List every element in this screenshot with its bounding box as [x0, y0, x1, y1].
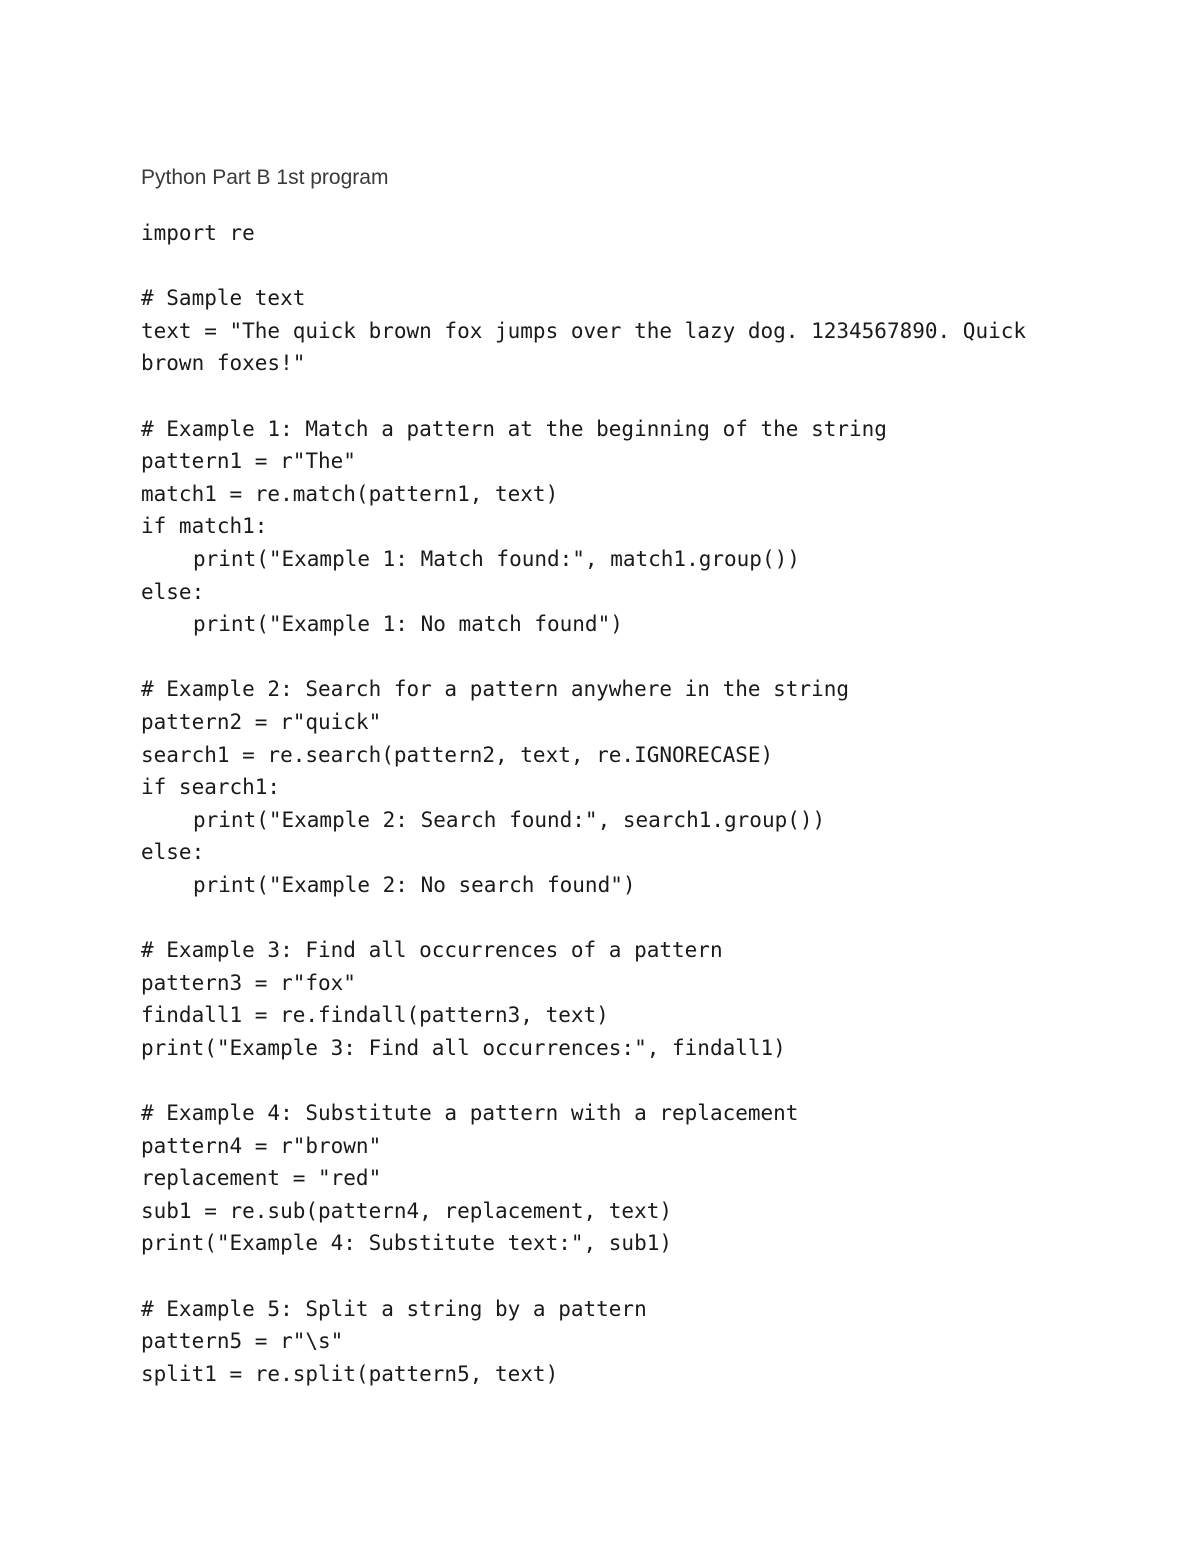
code-line: [141, 1260, 1141, 1293]
code-line: print("Example 4: Substitute text:", sub1): [141, 1231, 673, 1256]
code-line: [141, 250, 1141, 283]
code-line: findall1 = re.findall(pattern3, text): [141, 1003, 609, 1028]
code-line: [141, 380, 1141, 413]
code-line: # Example 2: Search for a pattern anywhere in the string: [141, 677, 850, 702]
code-line: if match1:: [141, 514, 268, 539]
code-line: [141, 641, 1141, 674]
code-line: print("Example 1: No match found"): [193, 612, 623, 637]
document-title: Python Part B 1st program: [141, 166, 389, 189]
code-line: print("Example 2: No search found"): [193, 872, 636, 897]
code-line: # Example 4: Substitute a pattern with a replacement: [141, 1101, 799, 1126]
code-line: pattern1 = r"The": [141, 449, 356, 474]
code-line: print("Example 1: Match found:", match1.group()): [193, 546, 800, 571]
code-line: print("Example 2: Search found:", search1.group()): [193, 807, 826, 832]
code-line: match1 = re.match(pattern1, text): [141, 481, 559, 506]
code-line: sub1 = re.sub(pattern4, replacement, text): [141, 1198, 673, 1223]
code-line: [141, 1064, 1141, 1097]
code-line: pattern4 = r"brown": [141, 1133, 382, 1158]
code-line: # Example 3: Find all occurrences of a pattern: [141, 938, 723, 963]
code-line: text = "The quick brown fox jumps over the lazy dog. 1234567890. Quick: [141, 318, 1027, 343]
code-line: replacement = "red": [141, 1166, 382, 1191]
code-line: # Example 1: Match a pattern at the beginning of the string: [141, 416, 887, 441]
code-line: else:: [141, 840, 205, 865]
code-line: brown foxes!": [141, 351, 306, 376]
code-line: search1 = re.search(pattern2, text, re.IGNORECASE): [141, 742, 774, 767]
code-line: pattern2 = r"quick": [141, 709, 382, 734]
code-line: pattern5 = r"\s": [141, 1329, 344, 1354]
code-line: # Sample text: [141, 286, 306, 311]
code-line: if search1:: [141, 775, 281, 800]
code-block: [141, 217, 1141, 1390]
code-line: [141, 901, 1141, 934]
code-line: split1 = re.split(pattern5, text): [141, 1361, 559, 1386]
code-line: else:: [141, 579, 205, 604]
code-line: pattern3 = r"fox": [141, 970, 356, 995]
code-line: import re: [141, 221, 255, 245]
code-line: print("Example 3: Find all occurrences:", findall1): [141, 1035, 786, 1060]
code-line: # Example 5: Split a string by a pattern: [141, 1296, 647, 1321]
